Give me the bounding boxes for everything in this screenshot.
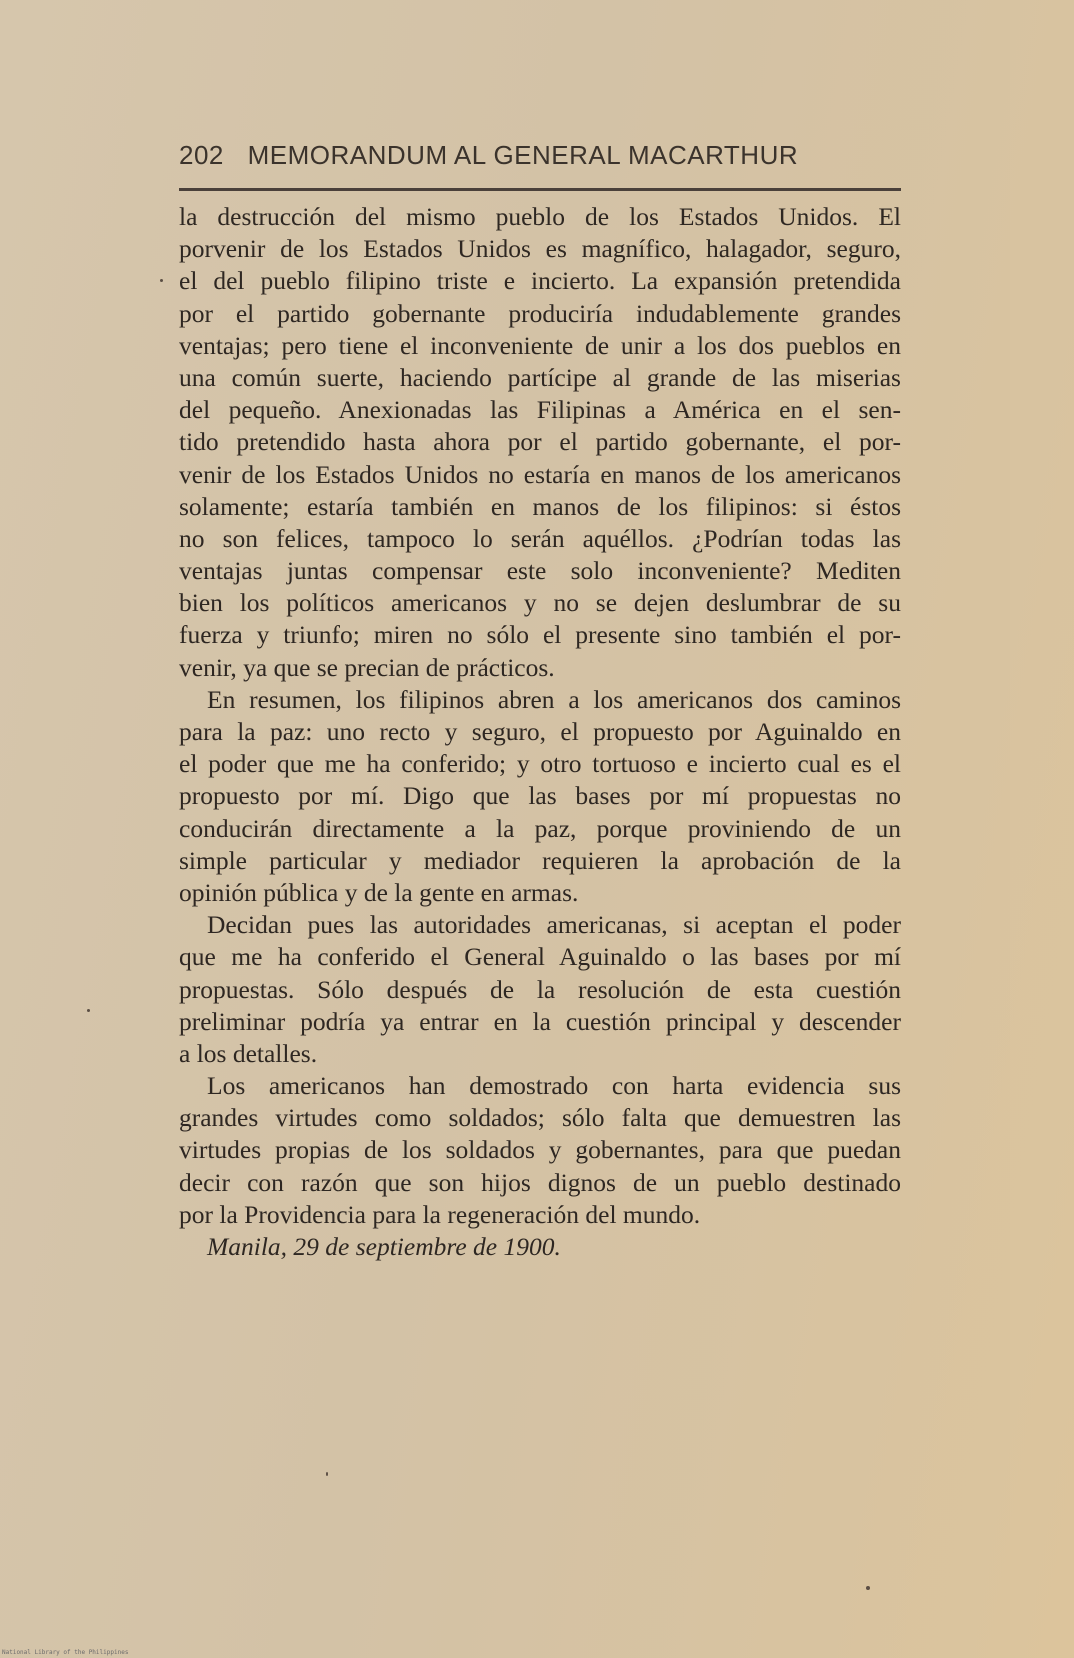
page-number: 202: [179, 140, 224, 170]
text-line: del pequeño. Anexionadas las Filipinas a América en el sen-: [179, 395, 901, 425]
text-line: el del pueblo filipino triste e incierto. La expansión pretendida: [179, 266, 901, 296]
text-line: no son felices, tampoco lo serán aquéllos. ¿Podrían todas las: [179, 523, 901, 553]
text-line: propuesto por mí. Digo que las bases por mí propuestas no: [179, 781, 901, 811]
header-rule: [179, 188, 901, 191]
text-line: ventajas; pero tiene el inconveniente de unir a los dos pueblos en: [179, 330, 901, 360]
text-line: para la paz: uno recto y seguro, el propuesto por Aguinaldo en: [179, 717, 901, 746]
text-line: opinión pública y de la gente en armas.: [179, 877, 579, 907]
text-line: el poder que me ha conferido; y otro tortuoso e incierto cual es el: [179, 749, 901, 779]
text-line: Los americanos han demostrado con harta evidencia sus: [207, 1071, 901, 1101]
text-line: una común suerte, haciendo partícipe al grande de las miserias: [179, 362, 901, 392]
text-line: decir con razón que son hijos dignos de un pueblo destinado: [179, 1167, 901, 1197]
text-line: conducirán directamente a la paz, porque proviniendo de un: [179, 813, 901, 843]
text-line: por la Providencia para la regeneración del mundo.: [179, 1199, 701, 1229]
text-line: En resumen, los filipinos abren a los americanos dos caminos: [207, 684, 901, 714]
text-line: ventajas juntas compensar este solo inconveniente? Mediten: [179, 556, 901, 586]
paper-speck: [326, 1472, 328, 1476]
text-line: simple particular y mediador requieren la aprobación de la: [179, 845, 901, 875]
text-line: preliminar podría ya entrar en la cuestión principal y descender: [179, 1006, 901, 1036]
paper-speck: [866, 1586, 870, 1590]
page-header-title: MEMORANDUM AL GENERAL MACARTHUR: [247, 140, 799, 170]
running-head: [179, 140, 901, 180]
paper-speck: [160, 279, 163, 282]
library-credit: National Library of the Philippines: [2, 1649, 129, 1656]
signature-line: Manila, 29 de septiembre de 1900.: [207, 1232, 561, 1261]
text-line: que me ha conferido el General Aguinaldo o las bases por mí: [179, 942, 901, 972]
text-line: por el partido gobernante produciría indudablemente grandes: [179, 298, 901, 328]
paper-speck: [87, 1009, 90, 1012]
body-text: [179, 201, 901, 1263]
text-line: Decidan pues las autoridades americanas, si aceptan el poder: [207, 910, 901, 940]
text-line: propuestas. Sólo después de la resolución de esta cuestión: [179, 974, 901, 1004]
text-line: porvenir de los Estados Unidos es magnífico, halagador, seguro,: [179, 234, 901, 264]
text-line: grandes virtudes como soldados; sólo falta que demuestren las: [179, 1103, 901, 1133]
text-line: venir de los Estados Unidos no estaría en manos de los americanos: [179, 459, 901, 489]
text-line: fuerza y triunfo; miren no sólo el presente sino también el por-: [179, 620, 901, 650]
text-line: la destrucción del mismo pueblo de los Estados Unidos. El: [179, 202, 901, 231]
text-line: venir, ya que se precian de prácticos.: [179, 652, 555, 682]
text-line: virtudes propias de los soldados y gobernantes, para que puedan: [179, 1135, 901, 1165]
text-line: tido pretendido hasta ahora por el partido gobernante, el por-: [179, 427, 901, 457]
text-line: bien los políticos americanos y no se dejen deslumbrar de su: [179, 588, 901, 618]
text-line: solamente; estaría también en manos de los filipinos: si éstos: [179, 491, 901, 521]
text-line: a los detalles.: [179, 1038, 318, 1068]
